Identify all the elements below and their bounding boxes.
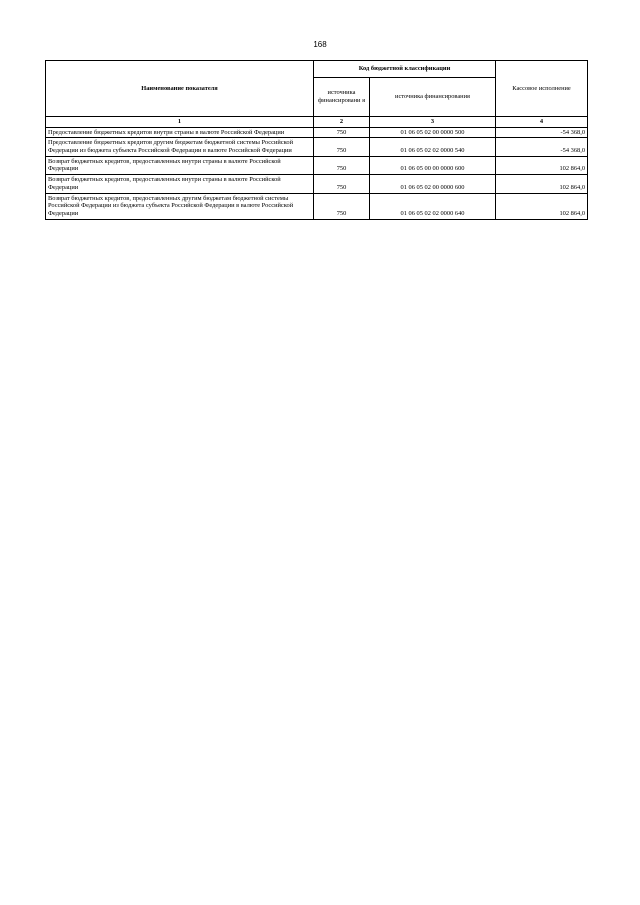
column-number: 3 xyxy=(370,117,496,128)
header-classification-code: Код бюджетной классификации xyxy=(314,61,496,78)
row-value: 102 864,0 xyxy=(496,193,588,219)
row-source-code: 01 06 05 02 02 0000 640 xyxy=(370,193,496,219)
row-admin-code: 750 xyxy=(314,127,370,138)
row-value: -54 368,0 xyxy=(496,127,588,138)
row-name: Возврат бюджетных кредитов, предоставленных внутри страны в валюте Российской Федерации xyxy=(46,175,314,193)
table-row xyxy=(46,175,588,193)
column-number-row xyxy=(46,117,588,128)
row-source-code: 01 06 05 02 02 0000 540 xyxy=(370,138,496,156)
page-number: 168 xyxy=(313,40,327,49)
row-admin-code: 750 xyxy=(314,193,370,219)
column-number: 1 xyxy=(46,117,314,128)
column-number: 2 xyxy=(314,117,370,128)
header-source-code: источника финансирования xyxy=(370,78,496,117)
row-name: Возврат бюджетных кредитов, предоставленных внутри страны в валюте Российской Федерации xyxy=(46,156,314,174)
table-row xyxy=(46,193,588,219)
row-name: Предоставление бюджетных кредитов внутри страны в валюте Российской Федерации xyxy=(46,127,314,138)
table-row xyxy=(46,156,588,174)
row-value: 102 864,0 xyxy=(496,175,588,193)
row-admin-code: 750 xyxy=(314,156,370,174)
column-number: 4 xyxy=(496,117,588,128)
budget-table xyxy=(45,60,588,220)
row-name: Возврат бюджетных кредитов, предоставленных другим бюджетам бюджетной системы Российской Федерации из бюджета субъекта Российской Федерации в валюте Российской Федерации xyxy=(46,193,314,219)
header-name: Наименование показателя xyxy=(46,61,314,117)
row-source-code: 01 06 05 00 00 0000 600 xyxy=(370,156,496,174)
row-source-code: 01 06 05 02 00 0000 500 xyxy=(370,127,496,138)
header-cash-execution: Кассовое исполнение xyxy=(496,61,588,117)
table-row xyxy=(46,127,588,138)
row-admin-code: 750 xyxy=(314,175,370,193)
row-value: 102 864,0 xyxy=(496,156,588,174)
row-name: Предоставление бюджетных кредитов другим бюджетам бюджетной системы Российской Федерации из бюджета субъекта Российской Федерации в валюте Российской Федерации xyxy=(46,138,314,156)
row-admin-code: 750 xyxy=(314,138,370,156)
row-value: -54 368,0 xyxy=(496,138,588,156)
header-admin-code: источника финансировани я xyxy=(314,78,370,117)
table-row xyxy=(46,138,588,156)
row-source-code: 01 06 05 02 00 0000 600 xyxy=(370,175,496,193)
